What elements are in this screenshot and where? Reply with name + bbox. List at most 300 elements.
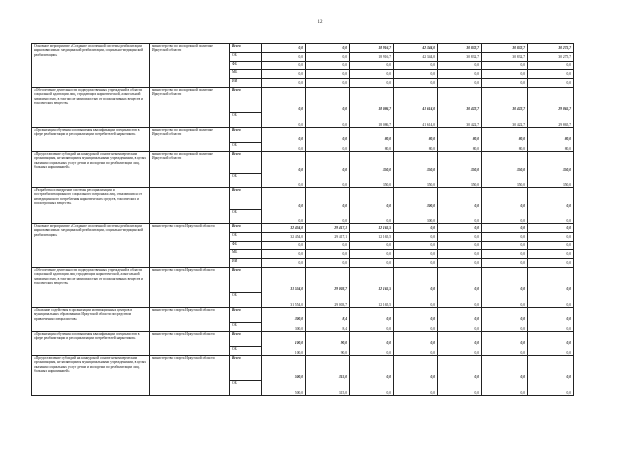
amount-cell <box>438 267 482 307</box>
amount-cell <box>350 331 394 355</box>
amount-total: 0,0 <box>474 204 479 209</box>
amount-value: 0,0 <box>566 260 571 265</box>
amount-cell <box>350 70 394 79</box>
amount-cell <box>394 223 438 232</box>
funding-source-label: ИИ <box>232 259 238 264</box>
funding-source-label: Всего <box>232 331 241 336</box>
amount-total: 0,0 <box>298 107 303 112</box>
amount-value: 0,0 <box>520 234 525 239</box>
amount-cell <box>482 187 528 223</box>
funding-source-label: ОБ <box>232 209 237 214</box>
funding-source <box>230 79 262 88</box>
amount-cell <box>306 44 350 53</box>
amount-total: 0,0 <box>520 341 525 346</box>
executor: министерство по молодежной политике Иркутской области <box>150 44 230 88</box>
amount-cell <box>350 259 394 268</box>
amount-value: 0,0 <box>298 260 303 265</box>
amount-ob: 0,0 <box>298 122 303 127</box>
amount-cell <box>350 241 394 250</box>
amount-cell <box>482 61 528 70</box>
amount-ob: 0,0 <box>474 302 479 307</box>
amount-cell <box>262 267 306 307</box>
amount-total: 0,0 <box>430 287 435 292</box>
amount-ob: 0,0 <box>474 350 479 355</box>
amount-total: 0,0 <box>520 287 525 292</box>
amount-value: 0,0 <box>298 54 303 59</box>
amount-value: 0,0 <box>386 252 391 257</box>
amount-cell <box>394 355 438 395</box>
measure-name: Основное мероприятие «Создание сплоченной системы реабилитации наркозависимых: медицинской реабилитации, социально-медицинской реабилитации» <box>32 44 150 88</box>
amount-ob: 0,0 <box>474 390 479 395</box>
amount-cell <box>482 87 528 127</box>
funding-source <box>230 70 262 79</box>
amount-cell <box>350 232 394 241</box>
executor: министерство спорта Иркутской области <box>150 307 230 331</box>
amount-ob: 350,0 <box>562 182 571 187</box>
amount-cell <box>350 307 394 331</box>
amount-cell <box>528 70 574 79</box>
amount-value: 0,0 <box>520 80 525 85</box>
amount-total: 0,0 <box>566 341 571 346</box>
amount-ob: 80,0 <box>564 146 571 151</box>
executor: министерство спорта Иркутской области <box>150 267 230 307</box>
executor: министерство спорта Иркутской области <box>150 355 230 395</box>
amount-value: 0,0 <box>342 45 347 50</box>
amount-cell <box>306 187 350 223</box>
amount-total: 350,0 <box>382 168 391 173</box>
amount-value: 0,0 <box>566 72 571 77</box>
amount-cell <box>262 151 306 187</box>
amount-value: 0,0 <box>298 72 303 77</box>
amount-cell <box>482 79 528 88</box>
amount-cell <box>262 70 306 79</box>
amount-cell <box>438 70 482 79</box>
amount-value: 32 454,0 <box>290 234 303 239</box>
amount-cell <box>482 250 528 259</box>
funding-source-label: ОБ <box>232 322 237 327</box>
amount-value: 0,0 <box>342 80 347 85</box>
amount-total: 80,0 <box>518 137 525 142</box>
amount-cell <box>306 127 350 151</box>
amount-total: 350,0 <box>562 168 571 173</box>
funding-source <box>230 61 262 70</box>
amount-total: 0,0 <box>342 137 347 142</box>
funding-source <box>230 241 262 250</box>
amount-ob: 0,0 <box>566 302 571 307</box>
amount-value: 0,0 <box>520 225 525 230</box>
amount-cell <box>482 70 528 79</box>
amount-cell <box>306 355 350 395</box>
amount-cell <box>394 331 438 355</box>
amount-cell <box>262 250 306 259</box>
amount-total: 41 614,0 <box>422 107 435 112</box>
amount-ob: 350,0 <box>426 182 435 187</box>
funding-source-label: МБ <box>232 250 238 255</box>
funding-source <box>230 267 262 292</box>
amount-ob: 0,0 <box>566 390 571 395</box>
amount-total: 31 554,0 <box>290 287 303 292</box>
amount-cell <box>350 223 394 232</box>
amount-ob: 0,0 <box>474 326 479 331</box>
amount-cell <box>350 355 394 395</box>
amount-cell <box>528 223 574 232</box>
amount-cell <box>262 259 306 268</box>
funding-source-label: ОБ <box>232 346 237 351</box>
amount-total: 0,0 <box>474 317 479 322</box>
amount-value: 42 344,0 <box>422 54 435 59</box>
funding-source-label: ИИ <box>232 79 238 84</box>
amount-cell <box>438 79 482 88</box>
executor: министерство спорта Иркутской области <box>150 223 230 267</box>
amount-cell <box>394 127 438 151</box>
amount-value: 0,0 <box>386 63 391 68</box>
amount-cell <box>350 267 394 307</box>
funding-source-label: Всего <box>232 223 241 228</box>
measure-name: «Организация обучения и повышения квалификации специалистов в сфере реабилитации и ресоциализации потребителей наркотиков» <box>32 331 150 355</box>
amount-cell <box>306 79 350 88</box>
amount-total: 29 003,7 <box>334 287 347 292</box>
funding-source <box>230 142 262 151</box>
amount-total: 350,0 <box>470 168 479 173</box>
amount-cell <box>528 127 574 151</box>
amount-ob: 0,0 <box>298 218 303 223</box>
amount-ob: 300,0 <box>294 326 303 331</box>
amount-total: 350,0 <box>426 168 435 173</box>
amount-cell <box>528 307 574 331</box>
amount-value: 30 832,7 <box>466 54 479 59</box>
amount-cell <box>350 79 394 88</box>
amount-ob: 0,0 <box>298 182 303 187</box>
amount-value: 18 916,7 <box>378 45 391 50</box>
amount-cell <box>528 187 574 223</box>
amount-cell <box>306 87 350 127</box>
funding-source-label: ОБ <box>232 232 237 237</box>
amount-cell <box>482 267 528 307</box>
amount-ob: 0,0 <box>386 218 391 223</box>
amount-cell <box>438 151 482 187</box>
executor <box>150 187 230 223</box>
amount-value: 0,0 <box>430 72 435 77</box>
amount-value: 0,0 <box>430 260 435 265</box>
amount-value: 0,0 <box>474 225 479 230</box>
amount-total: 350,0 <box>516 168 525 173</box>
amount-cell <box>438 307 482 331</box>
funding-source <box>230 127 262 142</box>
amount-total: 0,0 <box>342 107 347 112</box>
amount-cell <box>438 355 482 395</box>
amount-cell <box>528 44 574 53</box>
amount-ob: 350,0 <box>516 182 525 187</box>
amount-total: 0,0 <box>298 137 303 142</box>
amount-cell <box>262 87 306 127</box>
amount-value: 0,0 <box>566 234 571 239</box>
amount-total: 90,0 <box>340 341 347 346</box>
amount-cell <box>306 232 350 241</box>
amount-value: 32 454,0 <box>290 225 303 230</box>
amount-cell <box>350 127 394 151</box>
funding-source <box>230 322 262 331</box>
amount-total: 315,0 <box>338 375 347 380</box>
amount-cell <box>482 232 528 241</box>
executor: министерство по молодежной политике Иркутской области <box>150 87 230 127</box>
amount-value: 18 916,7 <box>378 54 391 59</box>
amount-ob: 315,0 <box>338 390 347 395</box>
amount-value: 0,0 <box>430 63 435 68</box>
amount-total: 0,0 <box>566 287 571 292</box>
amount-ob: 80,0 <box>518 146 525 151</box>
amount-cell <box>438 331 482 355</box>
amount-cell <box>394 87 438 127</box>
amount-total: 0,0 <box>474 341 479 346</box>
amount-cell <box>262 79 306 88</box>
amount-ob: 80,0 <box>472 146 479 151</box>
amount-cell <box>482 355 528 395</box>
amount-value: 0,0 <box>342 243 347 248</box>
amount-cell <box>482 307 528 331</box>
amount-value: 0,0 <box>566 252 571 257</box>
amount-cell <box>262 307 306 331</box>
amount-value: 12 165,5 <box>378 234 391 239</box>
funding-source <box>230 355 262 380</box>
amount-value: 0,0 <box>474 63 479 68</box>
amount-cell <box>394 232 438 241</box>
amount-ob: 0,0 <box>342 146 347 151</box>
amount-cell <box>262 331 306 355</box>
funding-source <box>230 151 262 173</box>
amount-value: 0,0 <box>342 72 347 77</box>
amount-ob: 350,0 <box>470 182 479 187</box>
amount-value: 0,0 <box>430 243 435 248</box>
amount-value: 0,0 <box>474 252 479 257</box>
amount-ob: 30 422,7 <box>466 122 479 127</box>
amount-ob: 0,0 <box>342 218 347 223</box>
amount-cell <box>482 241 528 250</box>
amount-value: 0,0 <box>430 234 435 239</box>
amount-ob: 31 554,0 <box>290 302 303 307</box>
amount-total: 30 422,7 <box>512 107 525 112</box>
amount-total: 0,0 <box>520 375 525 380</box>
measure-name: «Организация обучения и повышения квалификации специалистов в сфере реабилитации и ресоциализации потребителей наркотиков» <box>32 127 150 151</box>
funding-table <box>31 43 574 396</box>
amount-cell <box>528 331 574 355</box>
table-row <box>32 355 574 380</box>
amount-cell <box>306 259 350 268</box>
funding-source-label: ОБ <box>232 52 237 57</box>
amount-value: 30 275,7 <box>558 54 571 59</box>
amount-total: 80,0 <box>564 137 571 142</box>
table-row <box>32 267 574 292</box>
amount-cell <box>528 52 574 61</box>
amount-total: 0,0 <box>298 168 303 173</box>
amount-cell <box>306 331 350 355</box>
amount-cell <box>482 151 528 187</box>
amount-ob: 0,0 <box>520 350 525 355</box>
funding-source <box>230 331 262 346</box>
executor: министерство по молодежной политике Иркутской области <box>150 127 230 151</box>
amount-total: 0,0 <box>342 204 347 209</box>
amount-ob: 0,0 <box>430 390 435 395</box>
executor: министерство спорта Иркутской области <box>150 331 230 355</box>
amount-value: 0,0 <box>474 243 479 248</box>
measure-name: Основное мероприятие «Создание сплоченной системы реабилитации наркозависимых: медицинской реабилитации, социально-медицинской реабилитации» <box>32 223 150 267</box>
amount-total: 0,0 <box>386 317 391 322</box>
amount-ob: 0,0 <box>566 350 571 355</box>
amount-cell <box>350 250 394 259</box>
funding-source-label: ОБ <box>232 380 237 385</box>
funding-source-label: Всего <box>232 151 241 156</box>
amount-value: 0,0 <box>520 252 525 257</box>
funding-source-label: Всего <box>232 187 241 192</box>
amount-value: 30 275,7 <box>558 45 571 50</box>
amount-cell <box>394 307 438 331</box>
amount-cell <box>528 87 574 127</box>
measure-name: «Обеспечение деятельности подведомственных учреждений в области социальной адаптации лиц страдающих наркотической, алкогольной зависимостью, в том числе зависимостью от психоактивных веществ и токсических веществ» <box>32 267 150 307</box>
amount-total: 80,0 <box>472 137 479 142</box>
amount-total: 0,0 <box>430 317 435 322</box>
amount-total: 0,0 <box>298 204 303 209</box>
amount-total: 0,0 <box>386 341 391 346</box>
amount-cell <box>394 44 438 53</box>
amount-cell <box>350 151 394 187</box>
measure-name: «Предоставление субсидий на конкурсной основе некоммерческим организациям, не являющимся муниципальными учреждениями, в целях оказания социальных услуг детям и молодежи по реабилитации лиц, больных наркоманией» <box>32 355 150 395</box>
amount-value: 0,0 <box>342 260 347 265</box>
amount-cell <box>262 355 306 395</box>
funding-source <box>230 87 262 112</box>
amount-total: 29 865,7 <box>558 107 571 112</box>
funding-source-label: ОБ <box>232 173 237 178</box>
amount-cell <box>306 250 350 259</box>
amount-total: 0,0 <box>474 375 479 380</box>
amount-cell <box>350 52 394 61</box>
amount-value: 0,0 <box>386 260 391 265</box>
amount-cell <box>482 223 528 232</box>
amount-ob: 0,0 <box>520 326 525 331</box>
amount-ob: 18 086,7 <box>378 122 391 127</box>
amount-total: 0,0 <box>430 341 435 346</box>
amount-value: 0,0 <box>566 243 571 248</box>
amount-value: 30 832,7 <box>512 54 525 59</box>
amount-value: 0,0 <box>474 72 479 77</box>
amount-value: 0,0 <box>566 63 571 68</box>
measure-name: «Оказание содействия в организации мотивационных центров в муниципальных образованиях Иркутской области посредством привлечения специалистов» <box>32 307 150 331</box>
amount-cell <box>438 250 482 259</box>
amount-cell <box>528 250 574 259</box>
amount-cell <box>306 151 350 187</box>
amount-ob: 0,0 <box>566 326 571 331</box>
amount-value: 42 344,0 <box>422 45 435 50</box>
amount-cell <box>482 331 528 355</box>
amount-cell <box>528 355 574 395</box>
amount-value: 0,0 <box>386 72 391 77</box>
amount-cell <box>306 241 350 250</box>
amount-cell <box>528 151 574 187</box>
funding-source <box>230 173 262 187</box>
amount-value: 0,0 <box>566 225 571 230</box>
funding-source <box>230 346 262 355</box>
amount-ob: 0,0 <box>342 122 347 127</box>
amount-cell <box>306 52 350 61</box>
amount-value: 0,0 <box>430 225 435 230</box>
table-row <box>32 331 574 346</box>
amount-value: 30 832,7 <box>512 45 525 50</box>
funding-source-label: МБ <box>232 70 238 75</box>
amount-ob: 0,0 <box>386 326 391 331</box>
amount-total: 0,0 <box>520 204 525 209</box>
amount-ob: 90,0 <box>340 350 347 355</box>
funding-source-label: Всего <box>232 355 241 360</box>
amount-ob: 0,0 <box>386 390 391 395</box>
amount-cell <box>438 87 482 127</box>
amount-total: 0,0 <box>430 375 435 380</box>
funding-source <box>230 250 262 259</box>
amount-cell <box>262 187 306 223</box>
funding-source-label: ФБ <box>232 241 237 246</box>
amount-cell <box>482 52 528 61</box>
amount-cell <box>350 61 394 70</box>
amount-cell <box>528 232 574 241</box>
amount-value: 0,0 <box>386 80 391 85</box>
amount-total: 30 422,7 <box>466 107 479 112</box>
amount-total: 0,0 <box>520 317 525 322</box>
amount-cell <box>394 70 438 79</box>
amount-cell <box>306 223 350 232</box>
amount-value: 0,0 <box>474 260 479 265</box>
amount-cell <box>394 61 438 70</box>
amount-total: 12 165,5 <box>378 287 391 292</box>
amount-value: 0,0 <box>386 243 391 248</box>
amount-value: 0,0 <box>474 234 479 239</box>
table-row <box>32 223 574 232</box>
amount-value: 0,0 <box>298 243 303 248</box>
amount-cell <box>394 52 438 61</box>
amount-cell <box>262 223 306 232</box>
amount-ob: 500,0 <box>294 390 303 395</box>
amount-total: 100,0 <box>294 341 303 346</box>
amount-value: 0,0 <box>566 80 571 85</box>
amount-ob: 0,0 <box>386 350 391 355</box>
amount-ob: 80,0 <box>428 146 435 151</box>
amount-value: 29 417,1 <box>334 234 347 239</box>
amount-total: 18 086,7 <box>378 107 391 112</box>
amount-value: 0,0 <box>474 80 479 85</box>
amount-total: 500,0 <box>294 375 303 380</box>
measure-name: «Предоставление субсидий на конкурсной основе некоммерческим организациям, не являющимся муниципальными учреждениями, в целях оказания социальных услуг детям и молодежи по реабилитации лиц, больных наркоманией» <box>32 151 150 187</box>
funding-source <box>230 259 262 268</box>
amount-cell <box>262 232 306 241</box>
amount-ob: 100,0 <box>294 350 303 355</box>
amount-total: 300,0 <box>294 317 303 322</box>
amount-cell <box>528 259 574 268</box>
amount-value: 0,0 <box>430 252 435 257</box>
funding-source <box>230 307 262 322</box>
table-body <box>32 44 574 396</box>
amount-value: 0,0 <box>342 54 347 59</box>
amount-cell <box>394 187 438 223</box>
amount-ob: 0,0 <box>566 218 571 223</box>
amount-cell <box>438 52 482 61</box>
table-row <box>32 127 574 142</box>
amount-ob: 8,4 <box>342 326 347 331</box>
amount-total: 0,0 <box>342 168 347 173</box>
amount-cell <box>438 127 482 151</box>
funding-source <box>230 380 262 395</box>
amount-cell <box>306 70 350 79</box>
amount-cell <box>528 241 574 250</box>
amount-total: 0,0 <box>386 375 391 380</box>
amount-value: 0,0 <box>298 63 303 68</box>
amount-value: 0,0 <box>520 63 525 68</box>
amount-cell <box>306 267 350 307</box>
